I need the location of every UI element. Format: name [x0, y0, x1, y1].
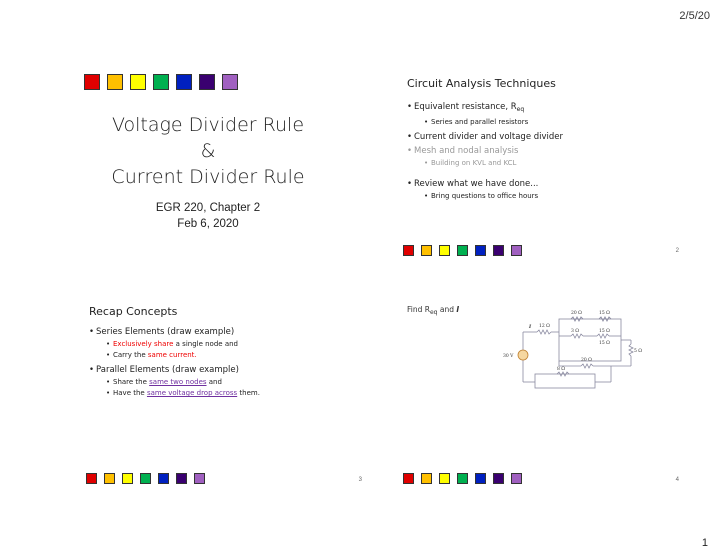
sub-bullet — [106, 339, 354, 350]
resistor-label: 12 Ω — [539, 324, 550, 329]
bullet-item — [407, 101, 667, 128]
color-square — [511, 473, 522, 484]
sub-bullet-text: them. — [237, 389, 260, 397]
current-variable: I — [456, 305, 460, 314]
page-date: 2/5/20 — [679, 10, 710, 22]
resistor-label: 20 Ω — [571, 311, 582, 316]
color-square — [421, 473, 432, 484]
bullet-text: Review what we have done... — [414, 179, 539, 189]
color-square — [86, 473, 97, 484]
color-squares — [86, 473, 205, 484]
sub-bullet — [106, 350, 354, 361]
bullet-list — [89, 326, 354, 402]
slide-3 — [76, 298, 366, 498]
color-square — [84, 74, 100, 90]
resistor-label: 3 Ω — [571, 329, 580, 334]
subscript: eq — [516, 106, 525, 113]
source-label: 30 V — [503, 354, 514, 359]
sub-bullet — [106, 377, 354, 388]
color-squares — [84, 74, 238, 90]
color-square — [107, 74, 123, 90]
lecture-date: Feb 6, 2020 — [177, 218, 239, 230]
title-line: & — [200, 140, 216, 162]
prompt-text: and — [437, 305, 457, 314]
bullet-item — [89, 326, 354, 361]
resistor-label: 8 Ω — [557, 367, 566, 372]
slide-heading: Recap Concepts — [89, 305, 178, 318]
color-squares — [403, 473, 522, 484]
slide-title — [76, 112, 340, 190]
sub-bullet: • Building on KVL and KCL — [424, 158, 667, 169]
current-label: I — [529, 325, 532, 330]
sub-bullet-text: Carry the — [113, 351, 148, 359]
sub-bullet-text: Share the — [113, 378, 150, 386]
highlight-text: Exclusively share — [113, 340, 174, 348]
color-square — [403, 473, 414, 484]
color-square — [457, 473, 468, 484]
title-line: Current Divider Rule — [111, 166, 305, 188]
bullet-item — [407, 145, 667, 169]
color-square — [475, 245, 486, 256]
color-square — [421, 245, 432, 256]
slide-heading: Circuit Analysis Techniques — [407, 77, 556, 90]
color-square — [403, 245, 414, 256]
resistor-label: 20 Ω — [581, 358, 592, 363]
slide-2 — [393, 68, 683, 268]
page-number: 1 — [701, 537, 708, 549]
highlight-text: same current. — [147, 351, 197, 359]
color-square — [194, 473, 205, 484]
course-label: EGR 220, Chapter 2 — [155, 202, 261, 214]
resistor-label: 15 Ω — [599, 311, 610, 316]
prompt-text: Find R — [407, 305, 430, 314]
resistor-label: 5 Ω — [634, 349, 643, 354]
sub-bullet-text: a single node and — [173, 340, 238, 348]
bullet-item — [407, 131, 667, 143]
color-square — [176, 473, 187, 484]
sub-bullet-text: Have the — [113, 389, 147, 397]
subscript: eq — [429, 309, 438, 316]
color-square — [153, 74, 169, 90]
color-square — [140, 473, 151, 484]
bullet-text: Parallel Elements (draw example) — [96, 365, 239, 375]
color-square — [511, 245, 522, 256]
bullet-text: Current divider and voltage divider — [414, 132, 564, 142]
bullet-text: Series Elements (draw example) — [96, 327, 235, 337]
color-square — [130, 74, 146, 90]
color-square — [439, 245, 450, 256]
bullet-item — [407, 178, 667, 202]
sub-bullet — [106, 388, 354, 399]
slide-1 — [76, 68, 366, 268]
sub-bullet-text: and — [206, 378, 222, 386]
resistor-label: 15 Ω — [599, 341, 610, 346]
slide-number: 4 — [675, 477, 679, 483]
highlight-link: same two nodes — [149, 378, 207, 386]
color-square — [122, 473, 133, 484]
bullet-text: Equivalent resistance, R — [414, 102, 517, 112]
slide-number: 2 — [675, 248, 679, 254]
color-square — [439, 473, 450, 484]
bullet-item — [89, 364, 354, 399]
color-square — [104, 473, 115, 484]
sub-bullet: • Series and parallel resistors — [424, 117, 667, 128]
color-square — [222, 74, 238, 90]
title-line: Voltage Divider Rule — [111, 114, 305, 136]
slide-4 — [393, 298, 683, 498]
color-squares — [403, 245, 522, 256]
slide-number: 3 — [358, 477, 362, 483]
highlight-link: same voltage drop across — [146, 389, 238, 397]
circuit-diagram — [501, 306, 643, 396]
bullet-text: Mesh and nodal analysis — [414, 146, 519, 156]
problem-prompt — [407, 305, 459, 316]
color-square — [493, 473, 504, 484]
bullet-list — [407, 101, 667, 205]
sub-bullet: • Bring questions to office hours — [424, 191, 667, 202]
color-square — [176, 74, 192, 90]
color-square — [475, 473, 486, 484]
color-square — [457, 245, 468, 256]
slide-subtitle — [76, 200, 340, 232]
color-square — [199, 74, 215, 90]
color-square — [493, 245, 504, 256]
resistor-label: 15 Ω — [599, 329, 610, 334]
color-square — [158, 473, 169, 484]
